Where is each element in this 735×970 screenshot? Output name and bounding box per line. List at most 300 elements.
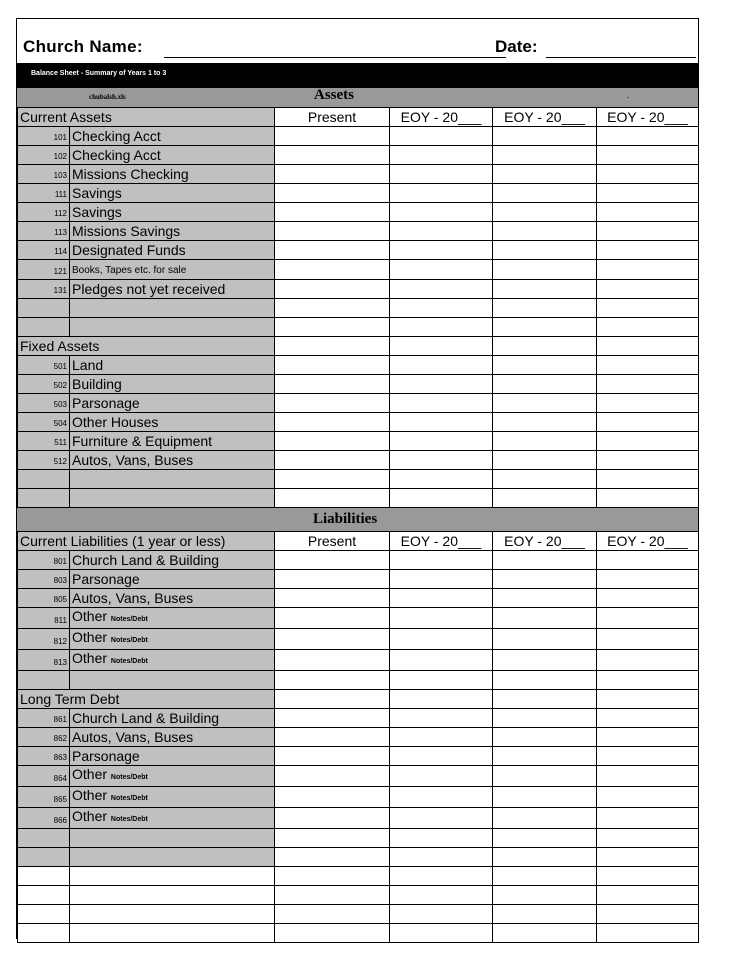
account-name: Savings [72,204,122,220]
account-code: 131 [18,280,70,299]
value-cell[interactable] [597,280,699,299]
value-cell[interactable] [275,222,390,241]
account-label [70,375,275,394]
blank-code-cell[interactable] [18,924,70,943]
liability-row [18,589,699,608]
assets-title: Assets [314,87,354,103]
value-cell[interactable] [597,728,699,747]
value-cell[interactable] [597,165,699,184]
blank-row [18,489,699,508]
value-cell[interactable] [275,280,390,299]
account-note: Notes/Debt [110,637,148,644]
value-cell[interactable] [390,690,493,709]
account-label [70,165,275,184]
value-cell[interactable] [275,766,390,787]
liabilities-table [17,531,699,943]
value-cell[interactable] [597,222,699,241]
long-term-debt-heading-row [18,690,699,709]
column-header: EOY - 20___ [493,108,597,127]
value-cell[interactable] [493,299,597,318]
value-cell[interactable] [390,766,493,787]
value-cell[interactable] [597,924,699,943]
account-name: Other [72,608,108,624]
liability-row [18,766,699,787]
account-name: Designated Funds [72,242,186,258]
value-cell[interactable] [493,203,597,222]
value-cell[interactable] [275,489,390,508]
extra-blank-row [18,924,699,943]
account-name: Building [72,376,122,392]
value-cell[interactable] [597,886,699,905]
value-cell[interactable] [275,924,390,943]
account-name: Pledges not yet received [72,281,226,297]
asset-row [18,127,699,146]
account-code: 864 [18,766,70,787]
account-label [70,728,275,747]
value-cell[interactable] [493,165,597,184]
column-header: EOY - 20___ [390,532,493,551]
account-note: Notes/Debt [110,658,148,665]
value-cell[interactable] [390,924,493,943]
blank-label-cell[interactable] [70,905,275,924]
account-code: 511 [18,432,70,451]
blank-row [18,318,699,337]
account-code: 801 [18,551,70,570]
account-name: Other Houses [72,414,159,430]
value-cell[interactable] [493,629,597,650]
value-cell[interactable] [597,551,699,570]
account-name: Furniture & Equipment [72,433,213,449]
value-cell[interactable] [390,451,493,470]
value-cell[interactable] [493,489,597,508]
account-code: 111 [18,184,70,203]
fixed-assets-heading: Fixed Assets [18,337,275,356]
account-label [70,709,275,728]
marker-dot: . [627,90,630,100]
value-cell[interactable] [597,260,699,280]
blank-row [18,470,699,489]
value-cell[interactable] [390,747,493,766]
value-cell[interactable] [275,356,390,375]
liability-row [18,570,699,589]
value-cell[interactable] [275,608,390,629]
blank-row [18,829,699,848]
value-cell[interactable] [597,671,699,690]
account-label [70,413,275,432]
account-code: 512 [18,451,70,470]
liabilities-section-bar [17,508,698,532]
value-cell[interactable] [493,808,597,829]
account-label [70,146,275,165]
value-cell[interactable] [493,260,597,280]
value-cell[interactable] [597,766,699,787]
asset-row [18,222,699,241]
value-cell[interactable] [275,848,390,867]
value-cell[interactable] [390,728,493,747]
value-cell[interactable] [493,829,597,848]
value-cell[interactable] [390,318,493,337]
value-cell[interactable] [493,241,597,260]
value-cell[interactable] [275,241,390,260]
value-cell[interactable] [390,867,493,886]
account-label [70,766,275,787]
column-header: EOY - 20___ [597,532,699,551]
value-cell[interactable] [275,747,390,766]
account-label [70,127,275,146]
account-code: 102 [18,146,70,165]
value-cell[interactable] [275,886,390,905]
value-cell[interactable] [275,589,390,608]
blank-label-cell[interactable] [70,318,275,337]
value-cell[interactable] [493,709,597,728]
value-cell[interactable] [390,551,493,570]
value-cell[interactable] [493,280,597,299]
value-cell[interactable] [493,222,597,241]
asset-row [18,241,699,260]
liabilities-title: Liabilities [313,511,378,527]
value-cell[interactable] [597,184,699,203]
value-cell[interactable] [390,375,493,394]
value-cell[interactable] [390,241,493,260]
asset-row [18,260,699,280]
value-cell[interactable] [493,337,597,356]
value-cell[interactable] [275,709,390,728]
value-cell[interactable] [493,766,597,787]
value-cell[interactable] [493,551,597,570]
liability-row [18,608,699,629]
account-code: 121 [18,260,70,280]
value-cell[interactable] [597,356,699,375]
value-cell[interactable] [390,356,493,375]
account-name: Autos, Vans, Buses [72,452,194,468]
blank-label-cell[interactable] [70,671,275,690]
value-cell[interactable] [390,589,493,608]
value-cell[interactable] [493,413,597,432]
blank-label-cell[interactable] [70,867,275,886]
asset-row [18,375,699,394]
value-cell[interactable] [597,709,699,728]
value-cell[interactable] [275,318,390,337]
value-cell[interactable] [390,394,493,413]
value-cell[interactable] [390,337,493,356]
value-cell[interactable] [275,671,390,690]
church-name-field[interactable] [164,57,506,58]
account-name: Church Land & Building [72,552,220,568]
blank-label-cell[interactable] [70,886,275,905]
column-header: EOY - 20___ [597,108,699,127]
value-cell[interactable] [493,650,597,671]
value-cell[interactable] [275,570,390,589]
blank-row [18,848,699,867]
value-cell[interactable] [275,260,390,280]
value-cell[interactable] [275,808,390,829]
value-cell[interactable] [597,394,699,413]
date-field[interactable] [546,57,696,58]
value-cell[interactable] [597,848,699,867]
value-cell[interactable] [390,222,493,241]
value-cell[interactable] [597,829,699,848]
value-cell[interactable] [275,650,390,671]
blank-label-cell[interactable] [70,848,275,867]
value-cell[interactable] [493,318,597,337]
account-code: 803 [18,570,70,589]
account-code: 501 [18,356,70,375]
value-cell[interactable] [275,165,390,184]
value-cell[interactable] [493,394,597,413]
account-code: 114 [18,241,70,260]
value-cell[interactable] [275,829,390,848]
account-code: 101 [18,127,70,146]
value-cell[interactable] [390,146,493,165]
account-code: 866 [18,808,70,829]
account-name: Land [72,357,104,373]
value-cell[interactable] [597,432,699,451]
account-code: 502 [18,375,70,394]
current-liabilities-header-row [18,532,699,551]
value-cell[interactable] [390,203,493,222]
blank-label-cell[interactable] [70,924,275,943]
current-assets-heading: Current Assets [18,108,275,127]
blank-label-cell[interactable] [70,829,275,848]
blank-code-cell [18,848,70,867]
value-cell[interactable] [597,905,699,924]
value-cell[interactable] [493,728,597,747]
account-name: Other [72,808,108,824]
value-cell[interactable] [597,608,699,629]
value-cell[interactable] [597,413,699,432]
filename-text: chubalsh.xls [89,93,126,101]
account-code: 805 [18,589,70,608]
asset-row [18,451,699,470]
value-cell[interactable] [275,127,390,146]
liability-row [18,650,699,671]
value-cell[interactable] [275,375,390,394]
value-cell[interactable] [493,787,597,808]
value-cell[interactable] [390,829,493,848]
account-label [70,650,275,671]
value-cell[interactable] [390,886,493,905]
value-cell[interactable] [390,650,493,671]
value-cell[interactable] [493,867,597,886]
account-code: 811 [18,608,70,629]
value-cell[interactable] [390,629,493,650]
value-cell[interactable] [390,671,493,690]
value-cell[interactable] [597,451,699,470]
value-cell[interactable] [275,146,390,165]
account-code: 862 [18,728,70,747]
date-label: Date: [495,37,538,56]
value-cell[interactable] [275,690,390,709]
liability-row [18,787,699,808]
value-cell[interactable] [275,337,390,356]
value-cell[interactable] [493,671,597,690]
account-name: Church Land & Building [72,710,220,726]
value-cell[interactable] [390,280,493,299]
account-note: Notes/Debt [110,616,148,623]
account-label [70,356,275,375]
value-cell[interactable] [390,848,493,867]
blank-code-cell [18,829,70,848]
column-header: Present [275,108,390,127]
value-cell[interactable] [275,451,390,470]
value-cell[interactable] [597,318,699,337]
account-name: Other [72,787,108,803]
value-cell[interactable] [493,608,597,629]
value-cell[interactable] [390,470,493,489]
subtitle-bar [17,63,698,88]
value-cell[interactable] [597,867,699,886]
blank-code-cell [18,489,70,508]
blank-row [18,299,699,318]
value-cell[interactable] [597,589,699,608]
value-cell[interactable] [275,787,390,808]
account-name: Missions Savings [72,223,181,239]
liability-row [18,808,699,829]
value-cell[interactable] [493,375,597,394]
value-cell[interactable] [597,690,699,709]
value-cell[interactable] [597,747,699,766]
value-cell[interactable] [493,470,597,489]
value-cell[interactable] [390,413,493,432]
extra-blank-row [18,886,699,905]
title-row [17,19,698,63]
account-label [70,432,275,451]
value-cell[interactable] [275,905,390,924]
value-cell[interactable] [493,451,597,470]
value-cell[interactable] [390,787,493,808]
value-cell[interactable] [597,787,699,808]
account-name: Autos, Vans, Buses [72,590,194,606]
assets-table [17,107,699,508]
value-cell[interactable] [390,608,493,629]
account-label [70,222,275,241]
value-cell[interactable] [493,127,597,146]
value-cell[interactable] [597,375,699,394]
value-cell[interactable] [390,808,493,829]
value-cell[interactable] [390,184,493,203]
value-cell[interactable] [275,470,390,489]
value-cell[interactable] [493,184,597,203]
value-cell[interactable] [275,299,390,318]
account-code: 103 [18,165,70,184]
account-label [70,394,275,413]
blank-code-cell[interactable] [18,886,70,905]
value-cell[interactable] [493,905,597,924]
asset-row [18,432,699,451]
value-cell[interactable] [597,299,699,318]
value-cell[interactable] [390,489,493,508]
value-cell[interactable] [390,299,493,318]
value-cell[interactable] [275,184,390,203]
value-cell[interactable] [275,867,390,886]
account-name: Missions Checking [72,166,189,182]
account-name: Parsonage [72,748,140,764]
value-cell[interactable] [275,551,390,570]
value-cell[interactable] [597,241,699,260]
current-liabilities-heading: Current Liabilities (1 year or less) [18,532,275,551]
value-cell[interactable] [597,127,699,146]
value-cell[interactable] [390,260,493,280]
value-cell[interactable] [493,747,597,766]
account-note: Notes/Debt [110,774,148,781]
value-cell[interactable] [390,432,493,451]
blank-label-cell[interactable] [70,489,275,508]
value-cell[interactable] [493,356,597,375]
account-name: Other [72,766,108,782]
value-cell[interactable] [597,203,699,222]
value-cell[interactable] [493,848,597,867]
account-name: Autos, Vans, Buses [72,729,194,745]
value-cell[interactable] [597,629,699,650]
value-cell[interactable] [390,570,493,589]
value-cell[interactable] [493,924,597,943]
value-cell[interactable] [493,589,597,608]
value-cell[interactable] [597,470,699,489]
account-name: Other [72,629,108,645]
account-note: Notes/Debt [110,816,148,823]
asset-row [18,184,699,203]
value-cell[interactable] [275,413,390,432]
blank-label-cell[interactable] [70,470,275,489]
value-cell[interactable] [275,394,390,413]
value-cell[interactable] [493,690,597,709]
blank-code-cell[interactable] [18,867,70,886]
value-cell[interactable] [275,432,390,451]
assets-section-bar [17,88,698,108]
blank-label-cell[interactable] [70,299,275,318]
value-cell[interactable] [275,629,390,650]
value-cell[interactable] [390,127,493,146]
account-code: 865 [18,787,70,808]
value-cell[interactable] [493,146,597,165]
current-assets-header-row [18,108,699,127]
column-header: EOY - 20___ [493,532,597,551]
account-name: Books, Tapes etc. for sale [72,265,187,276]
value-cell[interactable] [597,650,699,671]
account-name: Savings [72,185,122,201]
account-label [70,451,275,470]
fixed-assets-heading-row [18,337,699,356]
church-name-label: Church Name: [23,37,143,56]
blank-code-cell[interactable] [18,905,70,924]
value-cell[interactable] [493,886,597,905]
value-cell[interactable] [390,165,493,184]
blank-row [18,671,699,690]
value-cell[interactable] [493,570,597,589]
asset-row [18,356,699,375]
value-cell[interactable] [275,203,390,222]
asset-row [18,280,699,299]
value-cell[interactable] [275,728,390,747]
value-cell[interactable] [597,570,699,589]
value-cell[interactable] [597,337,699,356]
value-cell[interactable] [597,146,699,165]
value-cell[interactable] [597,489,699,508]
account-name: Checking Acct [72,128,161,144]
asset-row [18,413,699,432]
account-label [70,808,275,829]
value-cell[interactable] [493,432,597,451]
blank-code-cell [18,470,70,489]
value-cell[interactable] [390,709,493,728]
blank-code-cell [18,318,70,337]
extra-blank-row [18,905,699,924]
value-cell[interactable] [390,905,493,924]
account-code: 813 [18,650,70,671]
account-code: 861 [18,709,70,728]
account-label [70,747,275,766]
value-cell[interactable] [597,808,699,829]
